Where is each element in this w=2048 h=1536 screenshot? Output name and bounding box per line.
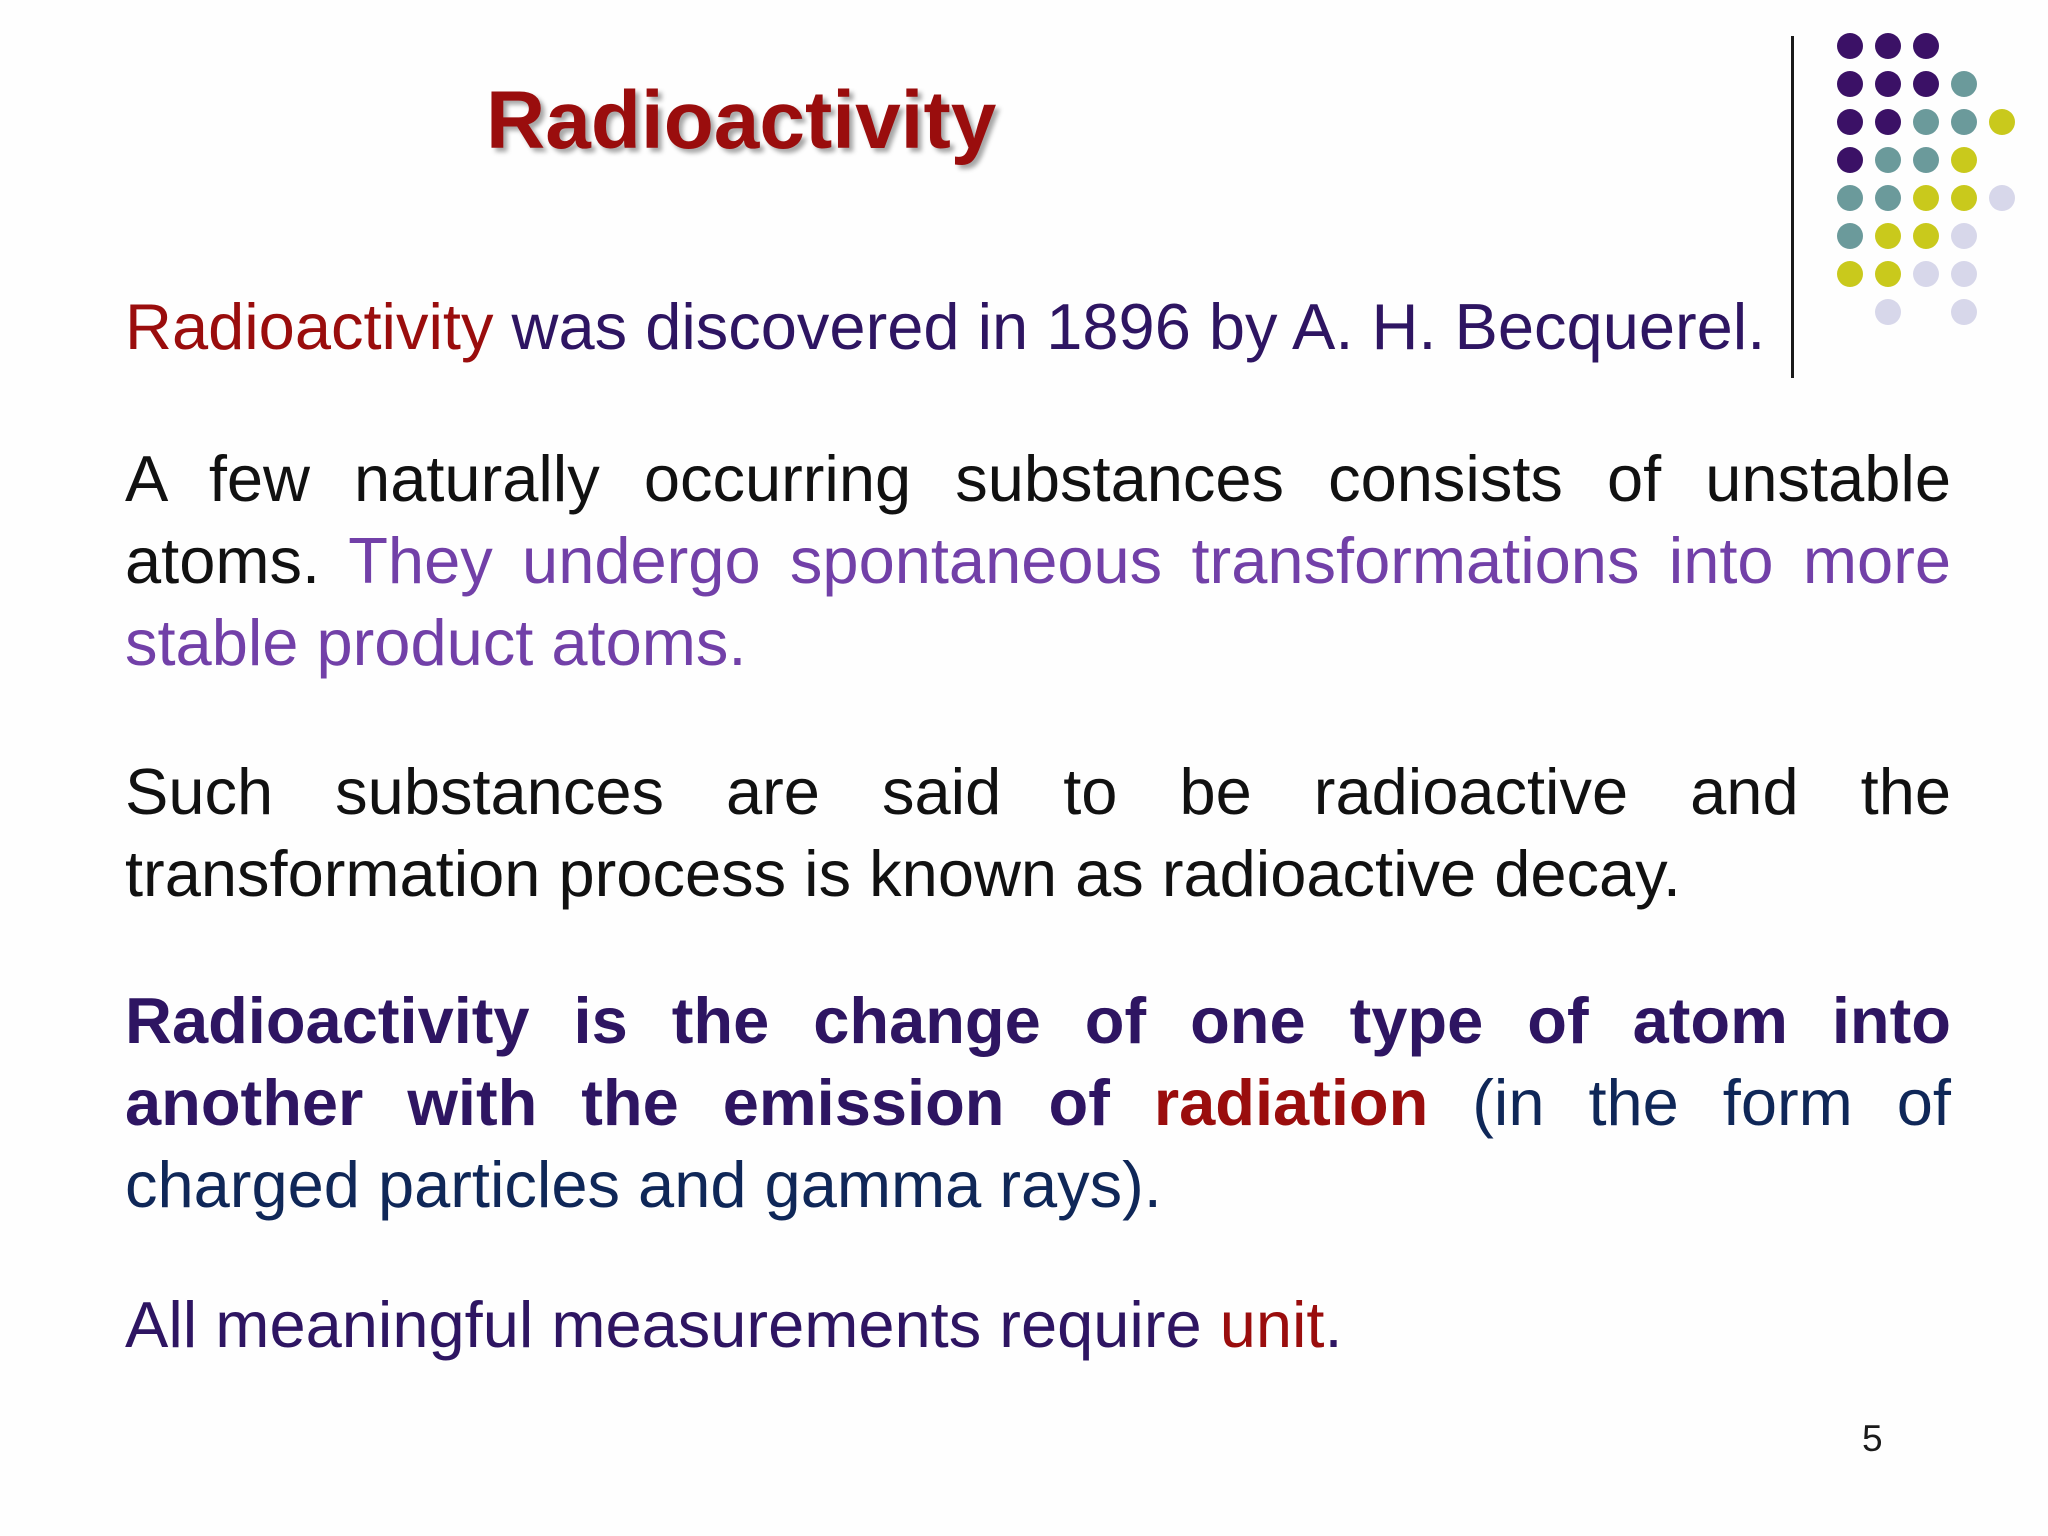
transformation-text: They undergo spontaneous transformations into more stable product atoms.	[125, 524, 1951, 679]
dot-row-1	[1837, 33, 1939, 59]
paragraph-unstable-atoms	[125, 438, 1951, 684]
paragraph-discovery	[125, 286, 1951, 368]
dot-row-6	[1837, 223, 1977, 249]
unit-keyword: unit	[1219, 1288, 1325, 1361]
measurement-text: All meaningful measurements require	[125, 1288, 1220, 1361]
dot-row-2	[1837, 71, 1977, 97]
dot-row-7	[1837, 261, 1977, 287]
radiation-keyword: radiation	[1153, 1066, 1429, 1139]
paragraph-measurement	[125, 1284, 1951, 1366]
discovery-keyword: Radioactivity	[125, 290, 494, 363]
definition-bold-text: Radioactivity is the change of one type of atom into another with the emission of	[125, 984, 1951, 1139]
measurement-period: .	[1324, 1288, 1343, 1361]
definition-rest-text: (in the form of charged particles and gamma rays).	[125, 1066, 1951, 1221]
paragraph-radioactive-decay	[125, 751, 1951, 915]
radioactive-decay-text: Such substances are said to be radioactive and the transformation process is known as radioactive decay.	[125, 755, 1951, 910]
discovery-text: was discovered in 1896 by A. H. Becquerel.	[493, 290, 1766, 363]
paragraph-definition	[125, 980, 1951, 1226]
dot-row-5	[1837, 185, 2015, 211]
unstable-atoms-text: A few naturally occurring substances consists of unstable atoms.	[125, 442, 1951, 597]
page-number: 5	[1862, 1418, 1883, 1459]
dot-row-3	[1837, 109, 2015, 135]
slide-title: Radioactivity	[486, 75, 997, 166]
dot-row-4	[1837, 147, 1977, 173]
